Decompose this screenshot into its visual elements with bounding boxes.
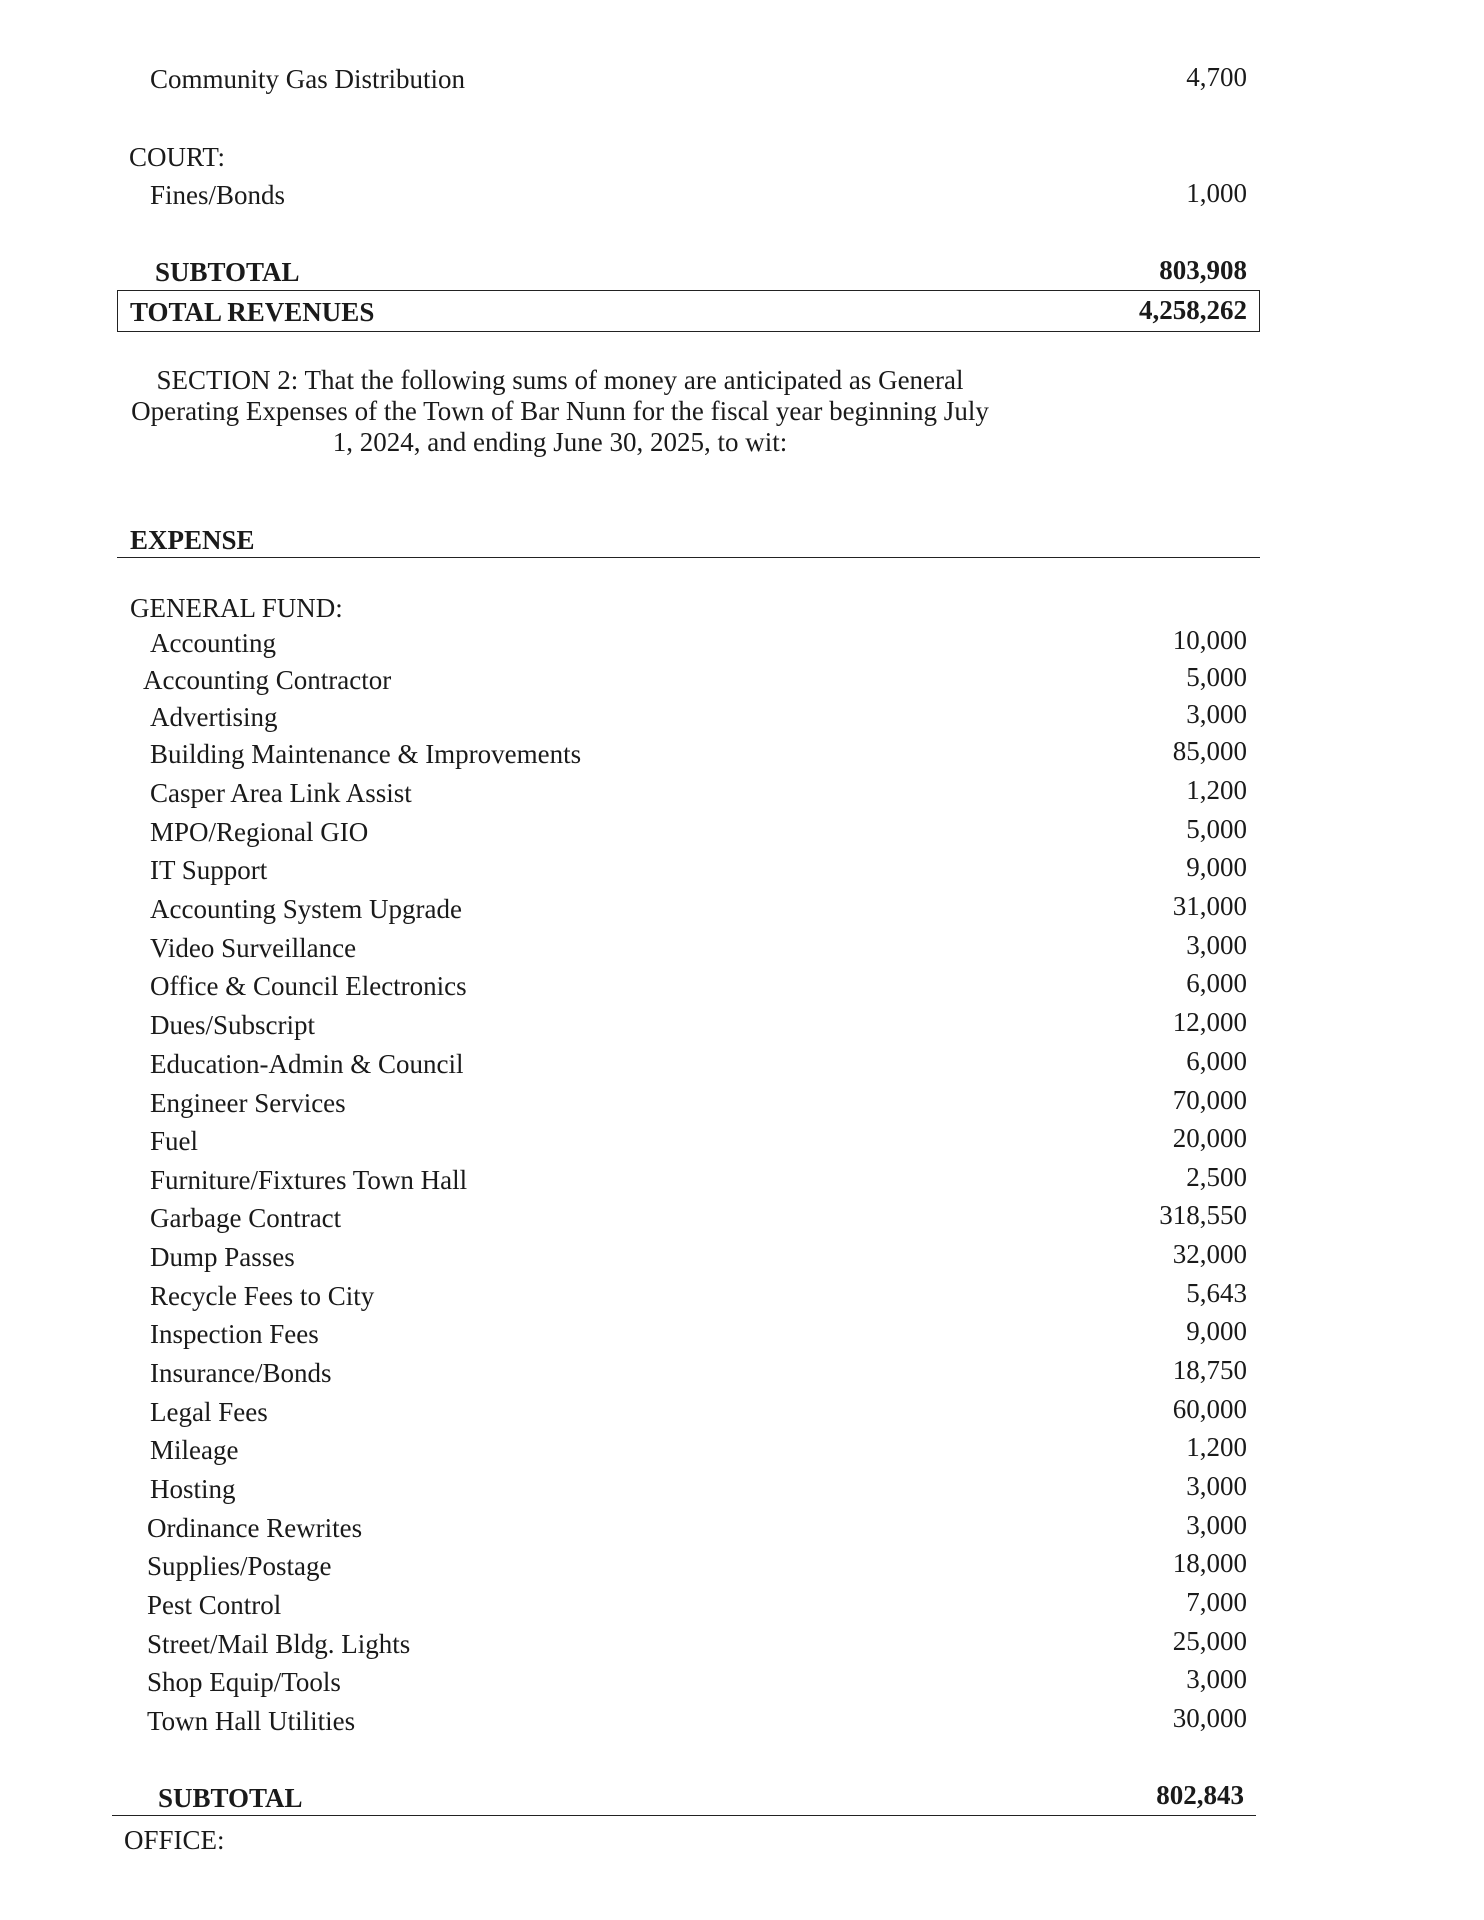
expense-item-value: 3,000 bbox=[1186, 1510, 1247, 1540]
expense-item-label: MPO/Regional GIO bbox=[150, 817, 369, 847]
expense-item-value: 32,000 bbox=[1172, 1239, 1247, 1269]
expense-heading: EXPENSE bbox=[130, 525, 255, 555]
expense-item-value: 6,000 bbox=[1186, 1046, 1247, 1076]
general-fund-heading: GENERAL FUND: bbox=[130, 593, 343, 623]
expense-item-label: Dues/Subscript bbox=[150, 1010, 315, 1040]
expense-item-value: 18,000 bbox=[1172, 1548, 1247, 1578]
expense-item-label: Advertising bbox=[150, 702, 278, 732]
expense-item-value: 5,000 bbox=[1186, 662, 1247, 692]
expense-item-value: 9,000 bbox=[1186, 1316, 1247, 1346]
expense-item-label: Accounting Contractor bbox=[143, 665, 392, 695]
court-heading: COURT: bbox=[129, 142, 226, 172]
expense-item-value: 3,000 bbox=[1186, 1664, 1247, 1694]
expense-item-label: Building Maintenance & Improvements bbox=[150, 739, 582, 769]
expense-item-value: 9,000 bbox=[1186, 852, 1247, 882]
expense-item-label: Inspection Fees bbox=[150, 1319, 319, 1349]
expense-item-value: 12,000 bbox=[1172, 1007, 1247, 1037]
expense-item-value: 18,750 bbox=[1172, 1355, 1247, 1385]
expense-item-value: 7,000 bbox=[1186, 1587, 1247, 1617]
expense-item-value: 20,000 bbox=[1172, 1123, 1247, 1153]
expense-item-label: Legal Fees bbox=[150, 1397, 268, 1427]
expense-item-value: 2,500 bbox=[1186, 1162, 1247, 1192]
expense-item-label: Pest Control bbox=[147, 1590, 282, 1620]
expense-item-label: Office & Council Electronics bbox=[150, 971, 467, 1001]
expense-item-label: Mileage bbox=[150, 1435, 239, 1465]
section-2-text: SECTION 2: That the following sums of money are anticipated as General Operating Expenses of the Town of Bar Nunn for the fiscal year beginning July 1, 2024, and ending June 30, 2025, to wit: bbox=[131, 365, 989, 457]
expense-item-label: Shop Equip/Tools bbox=[147, 1667, 341, 1697]
expense-item-label: Garbage Contract bbox=[150, 1203, 342, 1233]
expense-item-value: 5,643 bbox=[1186, 1278, 1247, 1308]
expense-subtotal-rule bbox=[112, 1815, 1256, 1816]
expense-subtotal-value: 802,843 bbox=[1156, 1780, 1244, 1810]
community-gas-value: 4,700 bbox=[1186, 62, 1247, 92]
revenue-subtotal-label: SUBTOTAL bbox=[155, 257, 300, 287]
expense-item-value: 3,000 bbox=[1186, 699, 1247, 729]
expense-item-label: Accounting bbox=[150, 628, 276, 658]
expense-item-value: 25,000 bbox=[1172, 1626, 1247, 1656]
fines-label: Fines/Bonds bbox=[150, 180, 286, 210]
revenue-subtotal-value: 803,908 bbox=[1159, 255, 1247, 285]
expense-item-label: Fuel bbox=[150, 1126, 199, 1156]
expense-item-label: Street/Mail Bldg. Lights bbox=[147, 1629, 411, 1659]
expense-item-value: 3,000 bbox=[1186, 1471, 1247, 1501]
expense-item-value: 85,000 bbox=[1172, 736, 1247, 766]
expense-item-label: IT Support bbox=[150, 855, 268, 885]
expense-item-value: 60,000 bbox=[1172, 1394, 1247, 1424]
expense-item-label: Furniture/Fixtures Town Hall bbox=[150, 1165, 468, 1195]
expense-item-label: Ordinance Rewrites bbox=[147, 1513, 363, 1543]
expense-item-label: Video Surveillance bbox=[150, 933, 357, 963]
expense-item-label: Accounting System Upgrade bbox=[150, 894, 462, 924]
total-revenues-label: TOTAL REVENUES bbox=[130, 297, 375, 327]
total-revenues-value: 4,258,262 bbox=[1139, 295, 1247, 325]
expense-item-value: 1,200 bbox=[1186, 775, 1247, 805]
expense-item-label: Dump Passes bbox=[150, 1242, 295, 1272]
expense-item-value: 1,200 bbox=[1186, 1432, 1247, 1462]
expense-subtotal-label: SUBTOTAL bbox=[158, 1783, 303, 1813]
expense-item-value: 6,000 bbox=[1186, 968, 1247, 998]
expense-item-label: Insurance/Bonds bbox=[150, 1358, 332, 1388]
expense-item-label: Supplies/Postage bbox=[147, 1551, 332, 1581]
expense-item-value: 5,000 bbox=[1186, 814, 1247, 844]
expense-item-label: Hosting bbox=[150, 1474, 236, 1504]
expense-item-value: 3,000 bbox=[1186, 930, 1247, 960]
expense-item-value: 31,000 bbox=[1172, 891, 1247, 921]
community-gas-label: Community Gas Distribution bbox=[150, 64, 466, 94]
expense-item-value: 318,550 bbox=[1159, 1200, 1247, 1230]
expense-item-label: Education-Admin & Council bbox=[150, 1049, 464, 1079]
office-heading: OFFICE: bbox=[124, 1825, 225, 1855]
expense-item-value: 70,000 bbox=[1172, 1085, 1247, 1115]
expense-item-label: Recycle Fees to City bbox=[150, 1281, 375, 1311]
expense-item-value: 30,000 bbox=[1172, 1703, 1247, 1733]
expense-item-value: 10,000 bbox=[1172, 625, 1247, 655]
fines-value: 1,000 bbox=[1186, 178, 1247, 208]
expense-item-label: Casper Area Link Assist bbox=[150, 778, 412, 808]
expense-item-label: Town Hall Utilities bbox=[147, 1706, 356, 1736]
expense-item-label: Engineer Services bbox=[150, 1088, 346, 1118]
expense-heading-rule bbox=[117, 557, 1260, 558]
